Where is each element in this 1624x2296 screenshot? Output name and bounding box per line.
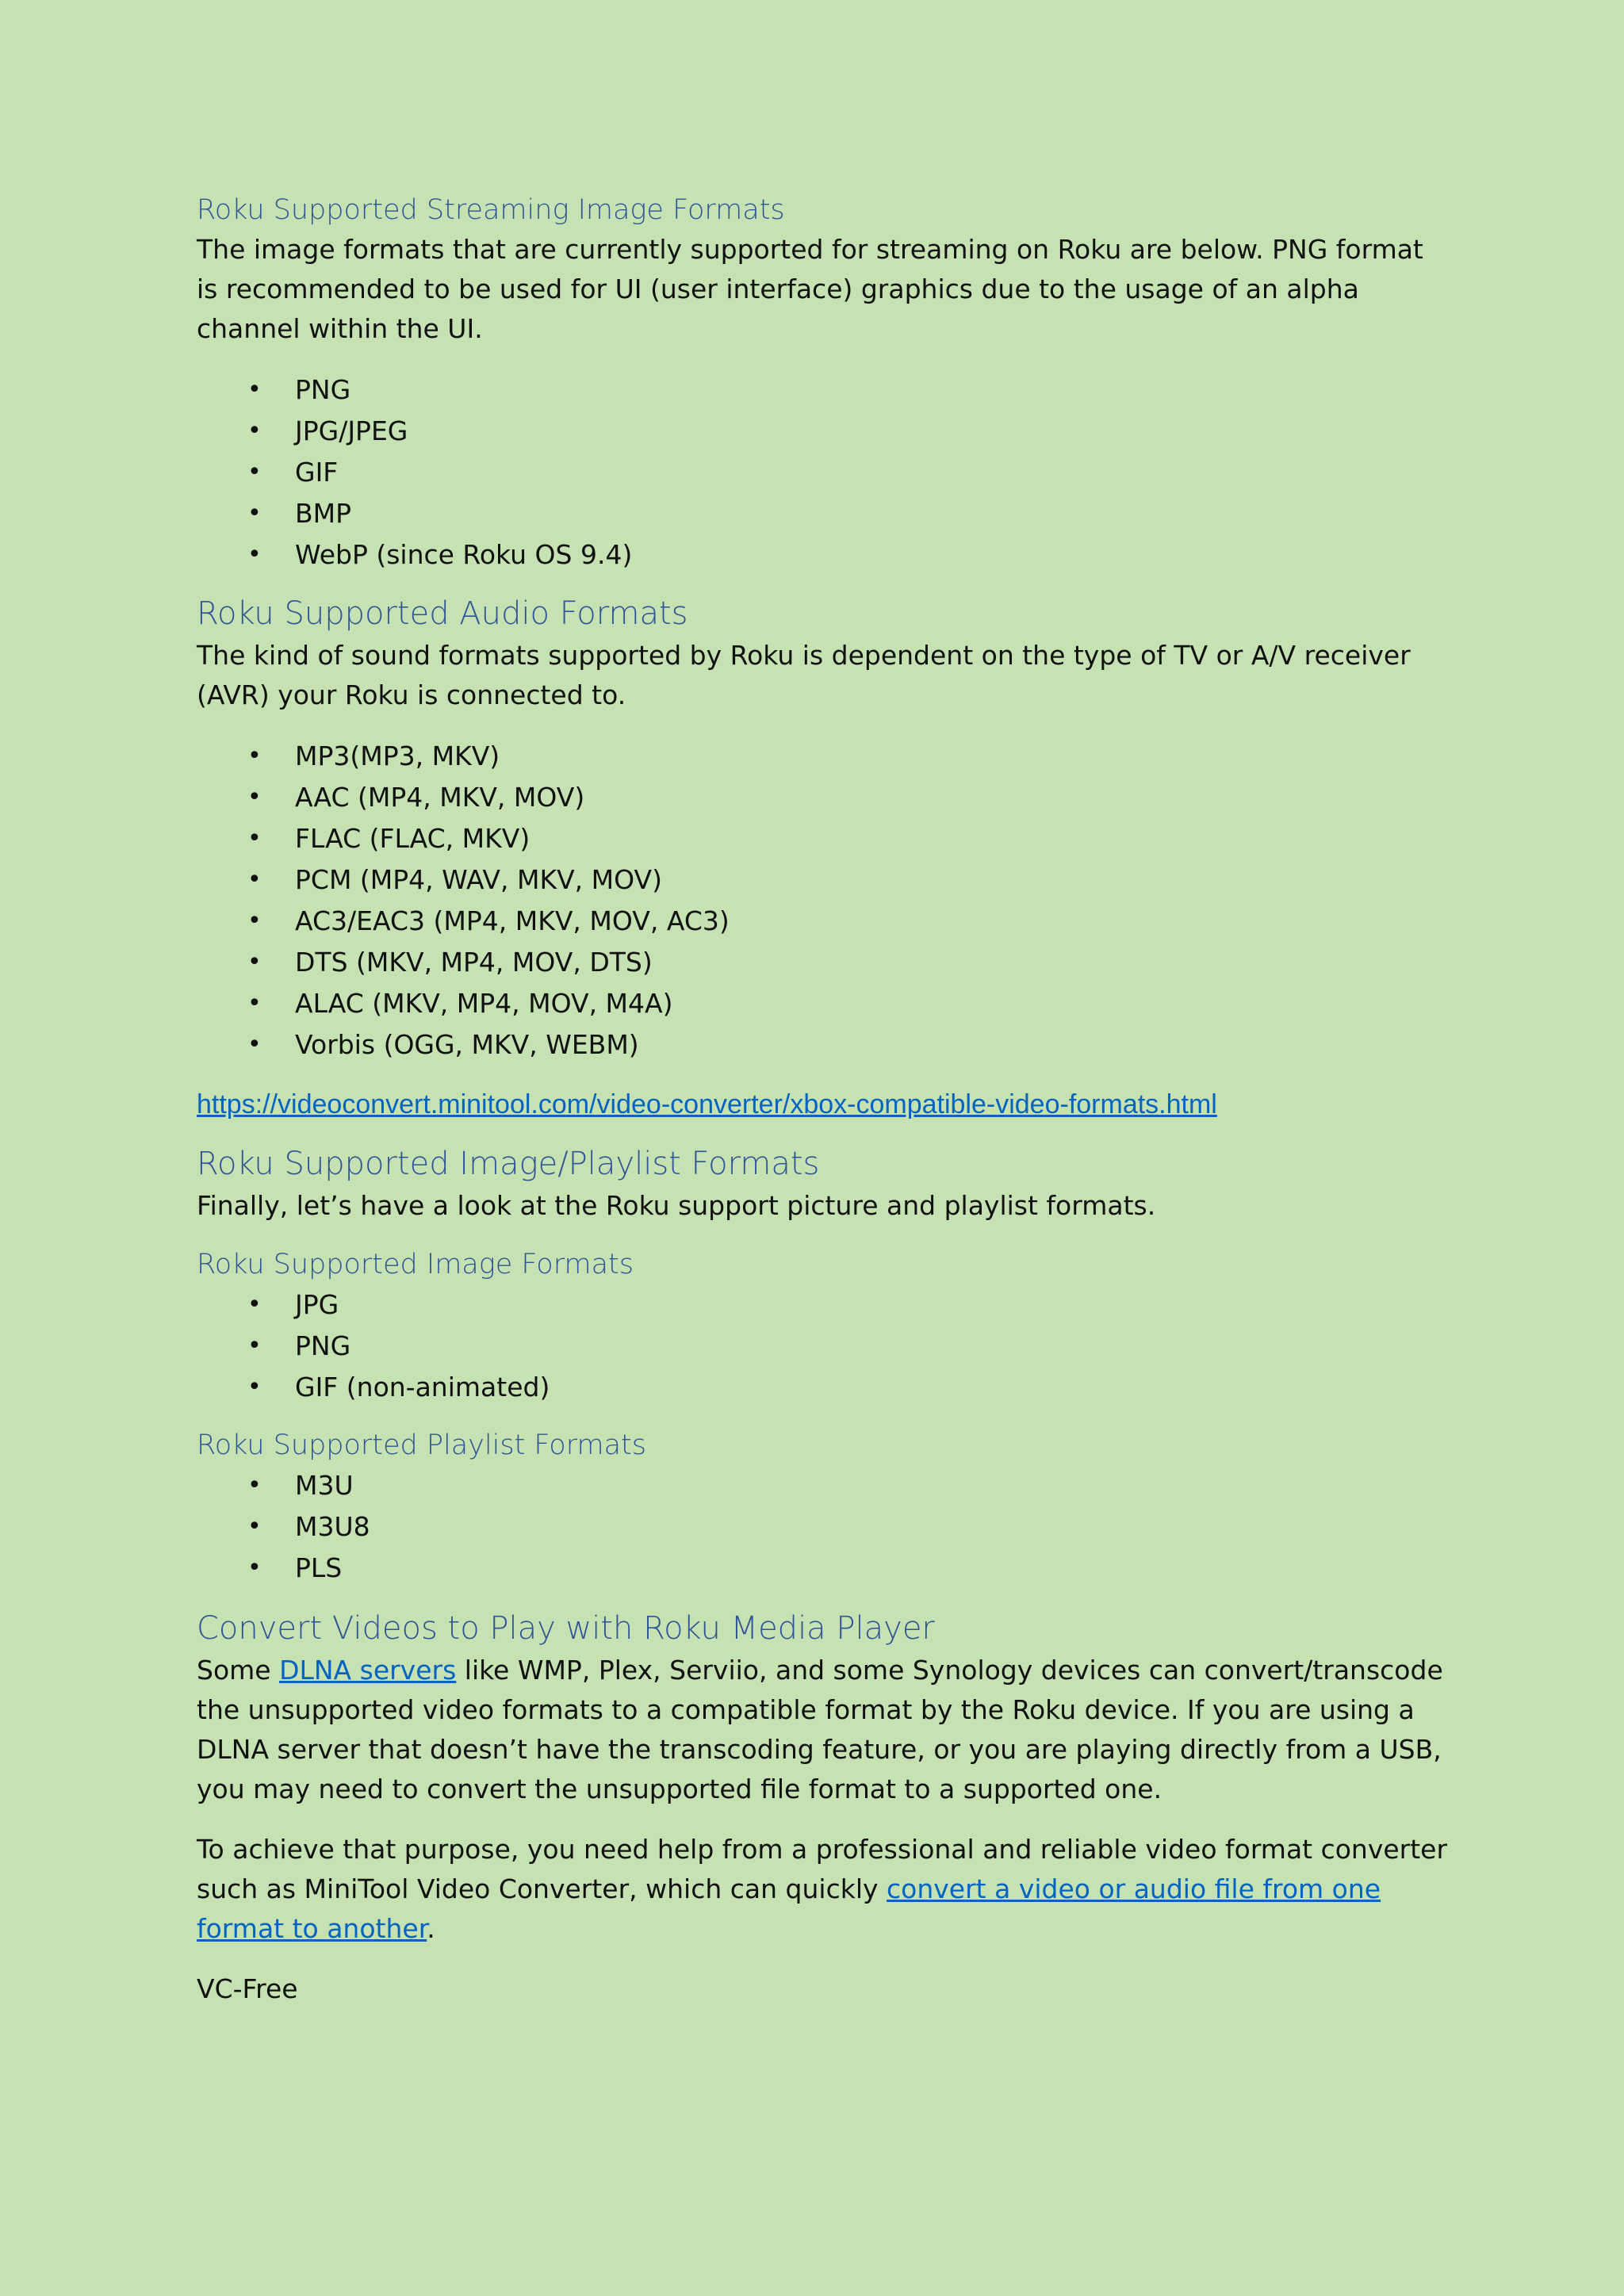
bullet-icon: •: [247, 1513, 262, 1540]
image-format-item: [197, 1367, 1450, 1408]
list-playlist-formats: [197, 1465, 1450, 1589]
list-streaming-formats: [197, 369, 1450, 576]
streaming-format-item: [197, 411, 1450, 452]
bullet-icon: •: [247, 1471, 262, 1499]
heading-image-formats: Roku Supported Image Formats: [197, 1249, 634, 1280]
url-line: [197, 1085, 1450, 1124]
audio-format-item-label: MP3(MP3, MKV): [295, 740, 500, 771]
audio-format-item: [197, 859, 1450, 901]
playlist-format-item: [197, 1465, 1450, 1506]
streaming-format-item-label: WebP (since Roku OS 9.4): [295, 539, 633, 570]
bullet-icon: •: [247, 458, 262, 486]
bullet-icon: •: [247, 376, 262, 404]
heading-playlist-formats: Roku Supported Playlist Formats: [197, 1429, 646, 1461]
streaming-format-item-label: PNG: [295, 374, 351, 405]
bullet-icon: •: [247, 1332, 262, 1360]
image-format-item-label: JPG: [295, 1289, 339, 1320]
audio-format-item: [197, 1024, 1450, 1066]
audio-format-item-label: AAC (MP4, MKV, MOV): [295, 782, 585, 813]
bullet-icon: •: [247, 907, 262, 935]
paragraph-streaming-intro: The image formats that are currently supported for streaming on Roku are below. PNG format is recommended to be used for UI (user interface) graphics due to the usage of an alpha channel within the UI.: [197, 234, 1423, 344]
audio-format-item: [197, 818, 1450, 859]
xbox-formats-link[interactable]: https://videoconvert.minitool.com/video-converter/xbox-compatible-video-formats.html: [197, 1089, 1217, 1119]
heading-audio-formats: Roku Supported Audio Formats: [197, 595, 688, 632]
image-format-item: [197, 1326, 1450, 1367]
bullet-icon: •: [247, 541, 262, 568]
streaming-format-item-label: GIF: [295, 457, 339, 488]
audio-format-item-label: FLAC (FLAC, MKV): [295, 823, 530, 854]
bullet-icon: •: [247, 1554, 262, 1582]
playlist-format-item-label: PLS: [295, 1552, 343, 1583]
streaming-format-item-label: JPG/JPEG: [295, 415, 408, 446]
dlna-text-before: Some: [197, 1655, 280, 1686]
paragraph-converter: [197, 1830, 1450, 1949]
playlist-format-item: [197, 1506, 1450, 1548]
audio-format-item: [197, 942, 1450, 983]
bullet-icon: •: [247, 1291, 262, 1318]
playlist-format-item: [197, 1548, 1450, 1589]
dlna-servers-link[interactable]: DLNA servers: [279, 1655, 457, 1686]
audio-format-item: [197, 736, 1450, 777]
bullet-icon: •: [247, 783, 262, 811]
list-audio-formats: [197, 736, 1450, 1066]
streaming-format-item: [197, 369, 1450, 411]
bullet-icon: •: [247, 1031, 262, 1058]
image-format-item-label: PNG: [295, 1330, 351, 1361]
heading-image-playlist-formats: Roku Supported Image/Playlist Formats: [197, 1146, 820, 1182]
heading-convert-videos: Convert Videos to Play with Roku Media Player: [197, 1610, 935, 1647]
playlist-format-item-label: M3U: [295, 1470, 354, 1501]
audio-format-item-label: Vorbis (OGG, MKV, WEBM): [295, 1029, 639, 1060]
audio-format-item: [197, 983, 1450, 1024]
audio-format-item-label: AC3/EAC3 (MP4, MKV, MOV, AC3): [295, 905, 730, 936]
playlist-format-item-label: M3U8: [295, 1511, 370, 1542]
bullet-icon: •: [247, 1373, 262, 1401]
bullet-icon: •: [247, 499, 262, 527]
streaming-format-item: [197, 534, 1450, 576]
audio-format-item: [197, 777, 1450, 818]
audio-format-item-label: PCM (MP4, WAV, MKV, MOV): [295, 864, 662, 895]
bullet-icon: •: [247, 989, 262, 1017]
bullet-icon: •: [247, 948, 262, 976]
image-format-item-label: GIF (non-animated): [295, 1372, 550, 1402]
converter-text-after: .: [427, 1913, 435, 1944]
convert-file-link[interactable]: convert a video or audio file from one format to another: [197, 1873, 1381, 1944]
audio-format-item-label: ALAC (MKV, MP4, MOV, M4A): [295, 988, 673, 1019]
streaming-format-item: [197, 452, 1450, 493]
document-page: [197, 193, 1450, 2009]
streaming-format-item: [197, 493, 1450, 534]
paragraph-audio-intro: The kind of sound formats supported by Roku is dependent on the type of TV or A/V receiver (AVR) your Roku is connected to.: [197, 640, 1411, 710]
streaming-format-item-label: BMP: [295, 498, 352, 529]
paragraph-image-playlist-intro: Finally, let’s have a look at the Roku support picture and playlist formats.: [197, 1190, 1156, 1221]
paragraph-dlna: [197, 1651, 1450, 1809]
bullet-icon: •: [247, 742, 262, 770]
paragraph-vc-free: VC-Free: [197, 1973, 298, 2004]
heading-streaming-image-formats: Roku Supported Streaming Image Formats: [197, 194, 785, 226]
bullet-icon: •: [247, 866, 262, 894]
audio-format-item: [197, 901, 1450, 942]
bullet-icon: •: [247, 825, 262, 852]
audio-format-item-label: DTS (MKV, MP4, MOV, DTS): [295, 947, 653, 978]
converter-text-before: To achieve that purpose, you need help from a professional and reliable video format converter such as MiniTool Video Converter, which can quickly: [197, 1834, 1448, 1904]
image-format-item: [197, 1284, 1450, 1326]
list-image-formats: [197, 1284, 1450, 1408]
dlna-text-after: like WMP, Plex, Serviio, and some Synology devices can convert/transcode the unsupported video formats to a compatible format by the Roku device. If you are using a DLNA server that doesn’t have the transcoding feature, or you are playing directly from a USB, you may need to convert the unsupported file format to a supported one.: [197, 1655, 1443, 1804]
bullet-icon: •: [247, 417, 262, 445]
